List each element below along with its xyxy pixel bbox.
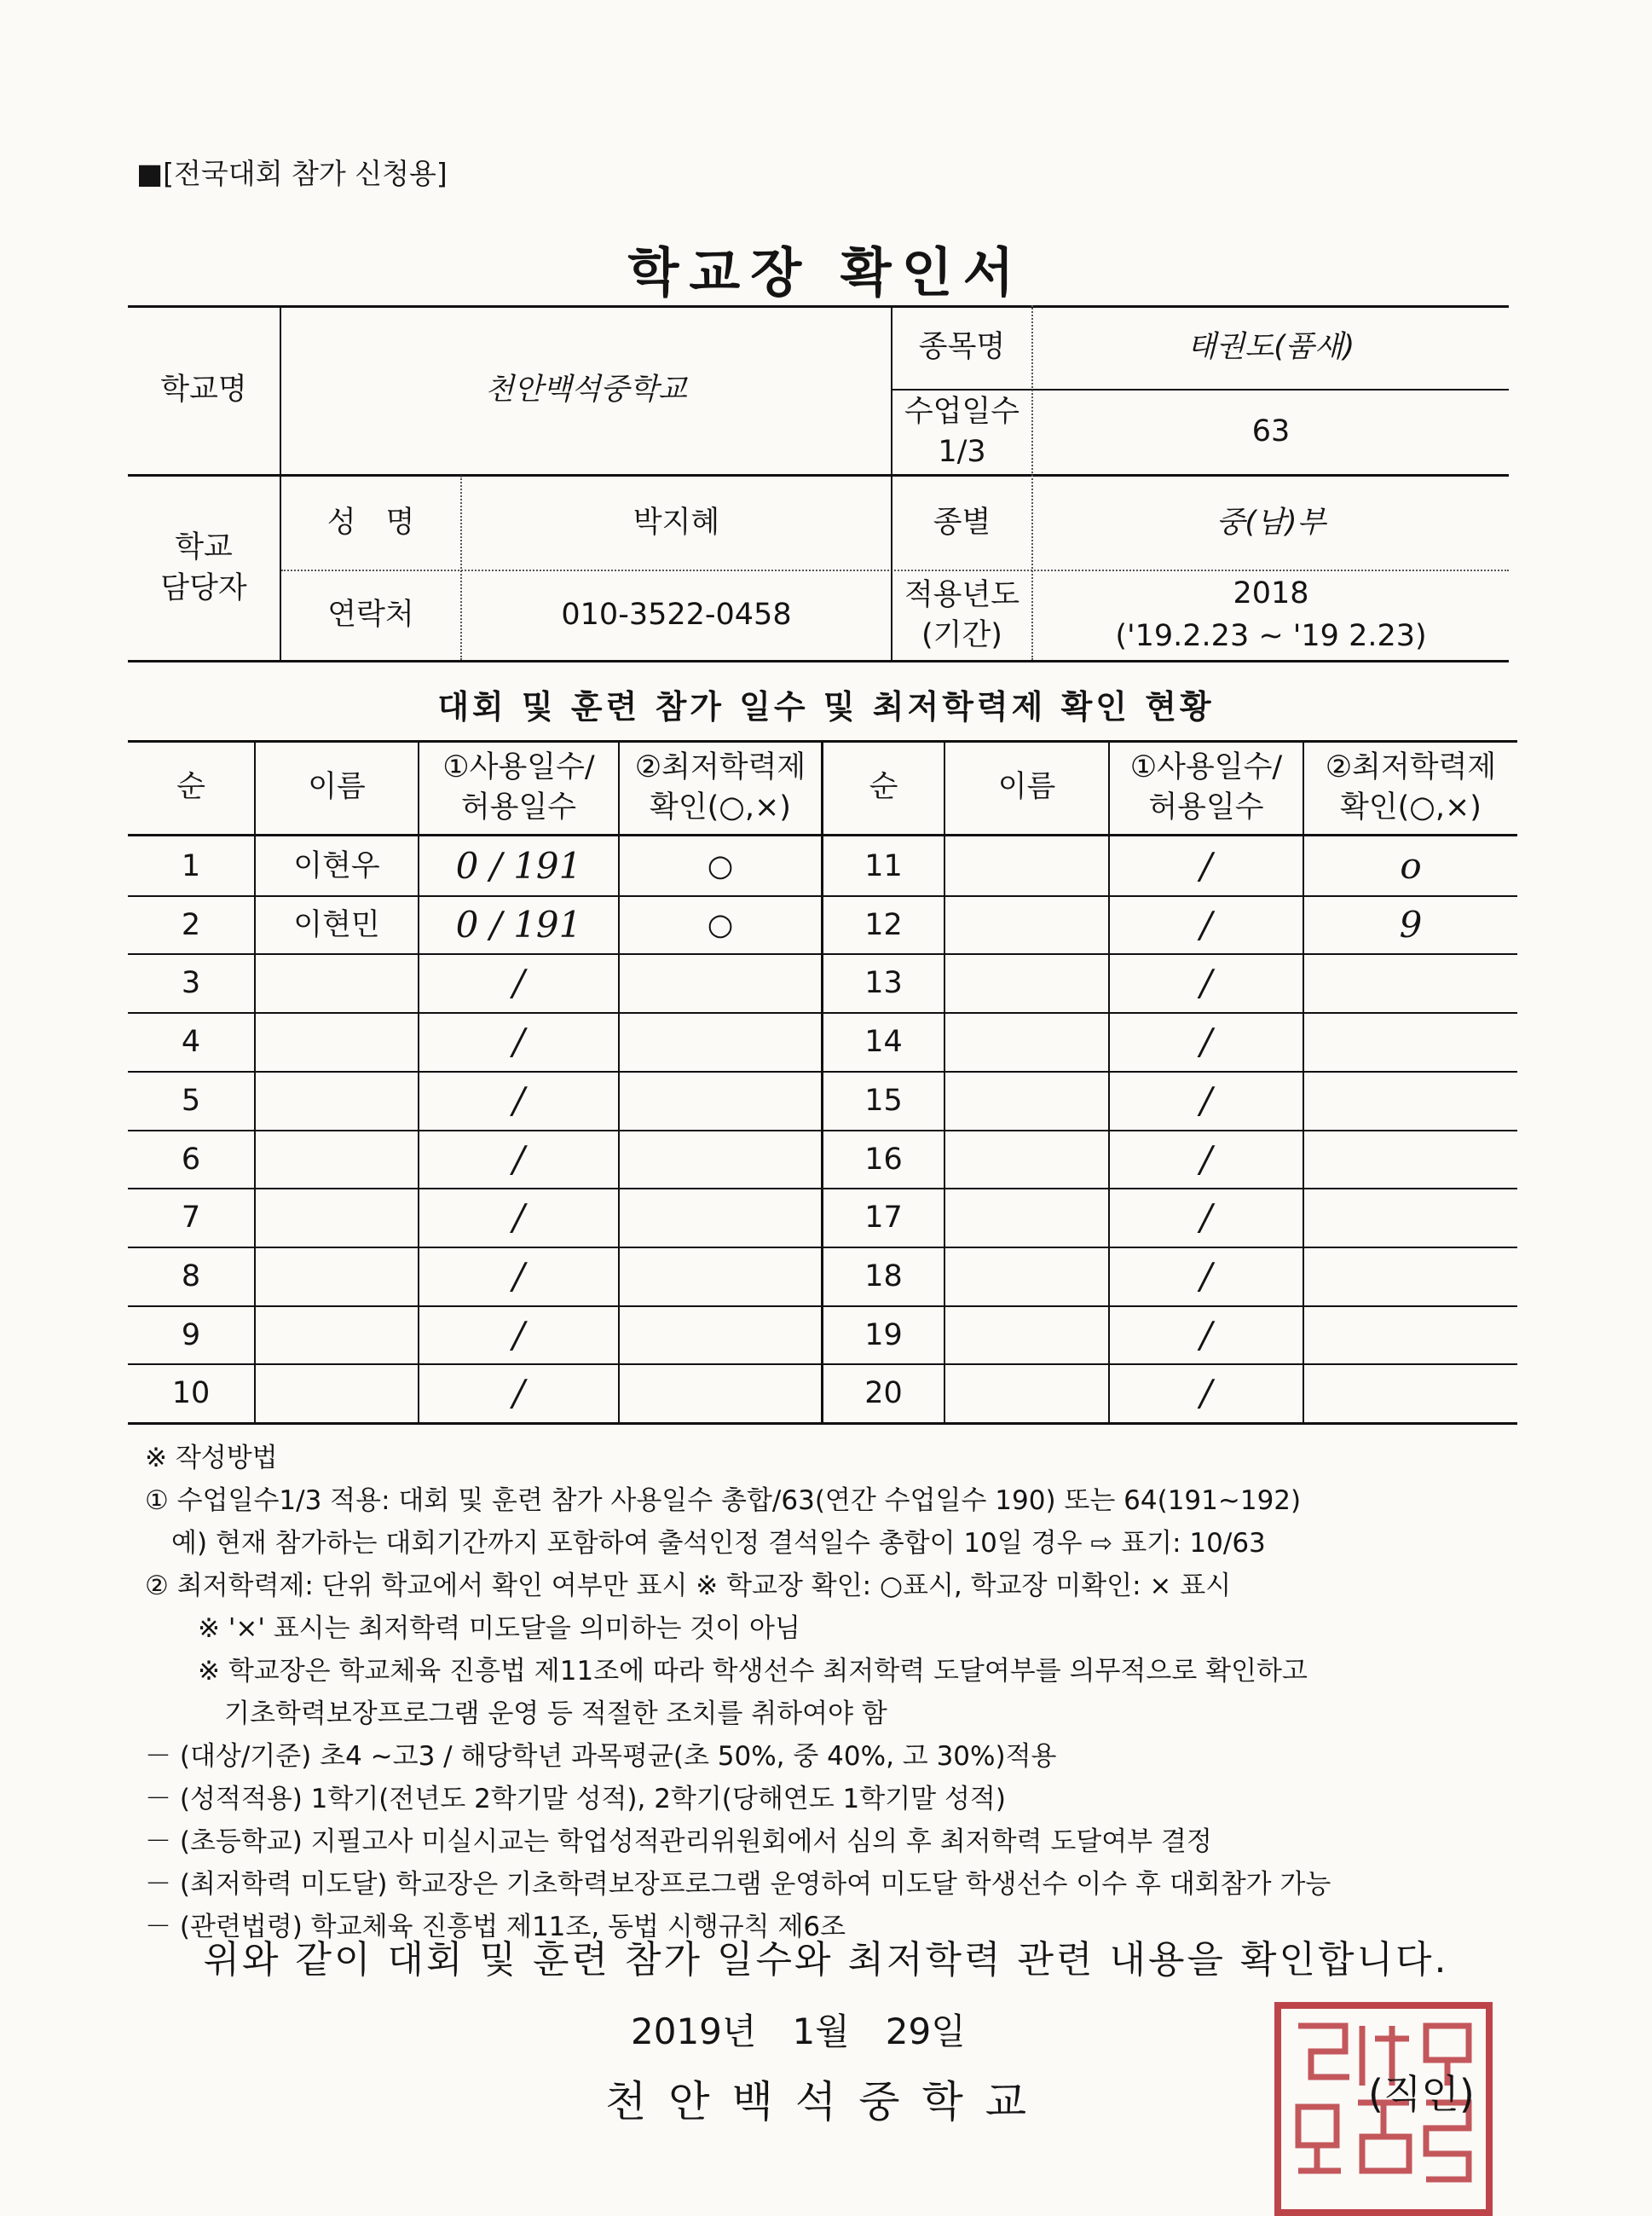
table-cell-no: 3 — [181, 965, 201, 1000]
sport-label: 종목명 — [918, 330, 1006, 365]
table-cell-days: / — [512, 1372, 525, 1415]
table-cell-no: 7 — [181, 1200, 201, 1235]
table-cell-name — [945, 1131, 1108, 1189]
table-cell-days: 0 / 191 — [455, 845, 582, 888]
table-cell-no: 13 — [864, 965, 903, 1000]
table-cell-no: 4 — [181, 1024, 201, 1059]
table-cell-no: 11 — [864, 848, 903, 883]
table-cell-name — [945, 1014, 1108, 1071]
class-days-label: 수업일수 1/3 — [904, 394, 1020, 469]
table-cell-name — [945, 897, 1108, 954]
table-cell-days: / — [1199, 1079, 1213, 1122]
table-cell-name: 이현민 — [293, 907, 380, 942]
form-type-label: ■[전국대회 참가 신청용] — [136, 157, 448, 190]
table-cell-days: / — [512, 1079, 525, 1122]
table-cell-name — [945, 955, 1108, 1012]
school-name-value: 천안백석중학교 — [485, 373, 687, 408]
table-cell-name — [945, 1307, 1108, 1364]
apply-period-value: ('19.2.23 ~ '19 2.23) — [1115, 619, 1427, 654]
table-cell-days: / — [1199, 1021, 1213, 1063]
table-cell-days: / — [512, 1255, 525, 1298]
col-check-header-right: ②최저학력제 확인(○,×) — [1325, 749, 1497, 824]
table-cell-no: 20 — [864, 1375, 903, 1410]
guide-line: － (관련법령) 학교체육 진흥법 제11조, 동법 시행규칙 제6조 — [145, 1912, 846, 1942]
table-cell-check — [620, 1189, 821, 1247]
sport-value: 태권도(품새) — [1187, 330, 1355, 365]
col-check-header-left: ②최저학력제 확인(○,×) — [634, 749, 806, 824]
table-cell-days: / — [1199, 1138, 1213, 1181]
table-cell-no: 14 — [864, 1024, 903, 1059]
col-no-header-right: 순 — [869, 770, 898, 805]
guide-line: － (초등학교) 지필고사 미실시교는 학업성적관리위원회에서 심의 후 최저학력 도달여부 결정 — [145, 1826, 1212, 1857]
col-name-header-right: 이름 — [997, 770, 1056, 805]
table-cell-days: / — [512, 1314, 525, 1357]
col-days-header-right: ①사용일수/ 허용일수 — [1129, 749, 1283, 824]
table-cell-check — [1304, 1365, 1517, 1422]
table-cell-no: 12 — [864, 907, 903, 942]
table-cell-no: 2 — [181, 907, 201, 942]
col-days-header-left: ①사용일수/ 허용일수 — [442, 749, 595, 824]
table-cell-no: 19 — [864, 1317, 903, 1352]
table-cell-check — [620, 955, 821, 1012]
table-cell-name — [256, 1189, 418, 1247]
table-cell-check: ○ — [707, 907, 734, 942]
col-name-header-left: 이름 — [308, 770, 366, 805]
table-cell-days: / — [1199, 904, 1213, 946]
table-cell-days: / — [1199, 1314, 1213, 1357]
guide-line: ※ 작성방법 — [145, 1443, 278, 1473]
table-cell-name — [256, 1307, 418, 1364]
contact-value: 010-3522-0458 — [561, 598, 792, 633]
table-cell-days: / — [1199, 1372, 1213, 1415]
manager-label: 학교 담당자 — [160, 530, 247, 605]
guide-line: 예) 현재 참가하는 대회기간까지 포함하여 출석인정 결석일수 총합이 10일 경우 ⇨ 표기: 10/63 — [145, 1528, 1266, 1559]
table-cell-check — [620, 1307, 821, 1364]
class-days-value: 63 — [1251, 414, 1291, 449]
guide-line: ※ 학교장은 학교체육 진흥법 제11조에 따라 학생선수 최저학력 도달여부를 의무적으로 확인하고 — [145, 1656, 1308, 1687]
table-cell-no: 16 — [864, 1142, 903, 1177]
table-cell-check — [1304, 1131, 1517, 1189]
table-cell-check — [620, 1073, 821, 1130]
category-value: 중(남)부 — [1216, 505, 1326, 540]
category-label: 종별 — [933, 505, 991, 540]
section-title: 대회 및 훈련 참가 일수 및 최저학력제 확인 현황 — [437, 688, 1215, 726]
table-cell-no: 1 — [181, 848, 201, 883]
person-name-label: 성 명 — [326, 505, 415, 540]
col-no-header-left: 순 — [176, 770, 205, 805]
table-cell-name — [256, 1073, 418, 1130]
school-name-label: 학교명 — [160, 373, 247, 408]
table-cell-name — [256, 1365, 418, 1422]
table-cell-name — [256, 1131, 418, 1189]
table-cell-check — [1304, 1014, 1517, 1071]
table-cell-days: / — [512, 962, 525, 1004]
guide-line: 기초학력보장프로그램 운영 등 적절한 조치를 취하여야 함 — [145, 1698, 887, 1729]
confirmation-statement: 위와 같이 대회 및 훈련 참가 일수와 최저학력 관련 내용을 확인합니다. — [203, 1938, 1449, 1982]
table-cell-check: ○ — [707, 848, 734, 883]
table-cell-check — [1304, 1248, 1517, 1305]
table-cell-check — [1304, 1189, 1517, 1247]
document-title: 학교장 확인서 — [627, 241, 1025, 304]
table-cell-check — [620, 1014, 821, 1071]
table-cell-no: 17 — [864, 1200, 903, 1235]
table-cell-check — [620, 1248, 821, 1305]
table-cell-name — [945, 1189, 1108, 1247]
writing-guide — [145, 1437, 1526, 1948]
guide-line: － (대상/기준) 초4 ~고3 / 해당학년 과목평균(초 50%, 중 40%, 고 30%)적용 — [145, 1741, 1057, 1772]
table-cell-days: / — [512, 1021, 525, 1063]
table-cell-no: 9 — [181, 1317, 201, 1352]
table-cell-no: 6 — [181, 1142, 201, 1177]
table-cell-name — [256, 955, 418, 1012]
school-signature-name: 천안백석중학교 — [605, 2077, 1049, 2126]
apply-year-label: 적용년도 (기간) — [904, 577, 1020, 652]
table-cell-name — [945, 1073, 1108, 1130]
table-cell-days: / — [512, 1138, 525, 1181]
table-cell-days: 0 / 191 — [455, 904, 582, 946]
table-cell-name — [256, 1014, 418, 1071]
seal-label: (직인) — [1368, 2071, 1475, 2117]
table-cell-no: 10 — [171, 1375, 211, 1410]
apply-year-value: 2018 — [1233, 576, 1309, 611]
guide-line: － (성적적용) 1학기(전년도 2학기말 성적), 2학기(당해연도 1학기말 성적) — [145, 1784, 1006, 1814]
table-cell-days: / — [1199, 845, 1213, 888]
contact-label: 연락처 — [327, 598, 414, 633]
table-cell-check — [620, 1131, 821, 1189]
table-cell-days: / — [1199, 1255, 1213, 1298]
table-cell-name — [945, 1248, 1108, 1305]
guide-line: ① 수업일수1/3 적용: 대회 및 훈련 참가 사용일수 총합/63(연간 수업일수 190) 또는 64(191~192) — [145, 1485, 1302, 1516]
table-cell-name: 이현우 — [293, 848, 380, 883]
table-cell-name — [945, 1365, 1108, 1422]
table-cell-no: 15 — [864, 1083, 903, 1118]
guide-line: － (최저학력 미도달) 학교장은 기초학력보장프로그램 운영하여 미도달 학생선수 이수 후 대회참가 가능 — [145, 1869, 1331, 1900]
table-cell-check: 9 — [1399, 904, 1423, 946]
table-cell-name — [256, 1248, 418, 1305]
table-cell-check — [1304, 1073, 1517, 1130]
table-cell-days: / — [512, 1196, 525, 1239]
table-cell-no: 18 — [864, 1258, 903, 1293]
table-cell-check — [1304, 1307, 1517, 1364]
table-cell-no: 8 — [181, 1258, 201, 1293]
table-cell-name — [945, 838, 1108, 895]
table-cell-no: 5 — [181, 1083, 201, 1118]
table-cell-check — [1304, 955, 1517, 1012]
person-name-value: 박지혜 — [632, 505, 720, 540]
table-cell-check — [620, 1365, 821, 1422]
guide-line: ② 최저학력제: 단위 학교에서 확인 여부만 표시 ※ 학교장 확인: ○표시, 학교장 미확인: × 표시 — [145, 1571, 1232, 1601]
table-cell-days: / — [1199, 962, 1213, 1004]
table-cell-check: o — [1400, 845, 1422, 888]
issue-date: 2019년 1월 29일 — [631, 2011, 966, 2052]
guide-line: ※ '×' 표시는 최저학력 미도달을 의미하는 것이 아님 — [145, 1613, 800, 1644]
table-cell-days: / — [1199, 1196, 1213, 1239]
